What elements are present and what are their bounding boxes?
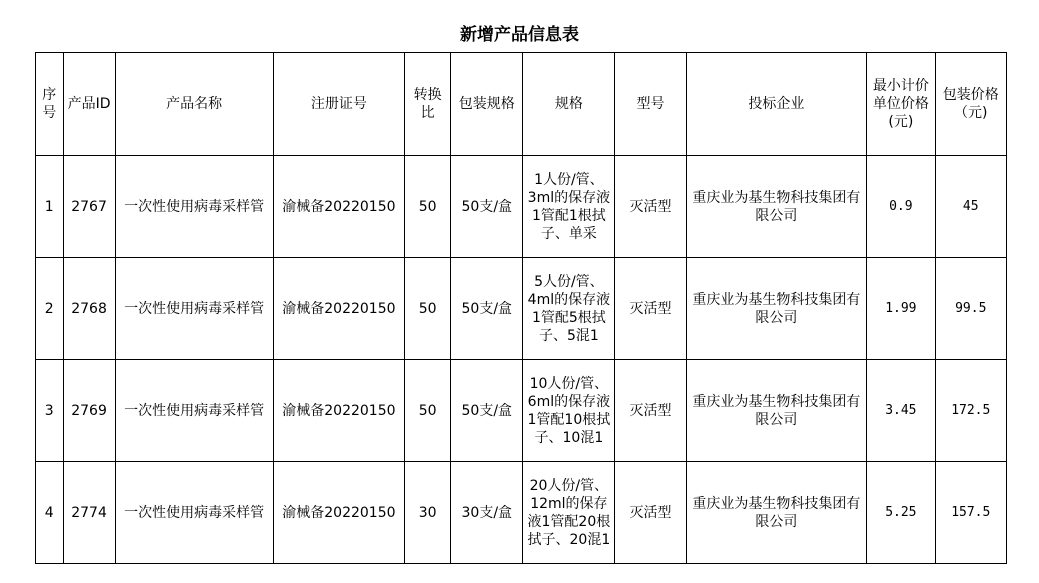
- cell-spec: 1人份/管、3ml的保存液1管配1根拭子、单采: [523, 156, 615, 258]
- cell-min-price: 1.99: [867, 258, 935, 360]
- cell-min-price: 3.45: [867, 360, 935, 462]
- cell-name: 一次性使用病毒采样管: [115, 258, 273, 360]
- header-reg: 注册证号: [273, 53, 405, 156]
- header-model: 型号: [615, 53, 686, 156]
- cell-reg: 渝械备20220150: [273, 258, 405, 360]
- cell-model: 灭活型: [615, 156, 686, 258]
- cell-pack: 30支/盒: [451, 462, 523, 564]
- table-row: [36, 258, 1007, 360]
- cell-company: 重庆业为基生物科技集团有限公司: [686, 462, 867, 564]
- header-min-price: 最小计价单位价格(元): [867, 53, 935, 156]
- cell-ratio: 50: [405, 360, 451, 462]
- cell-name: 一次性使用病毒采样管: [115, 360, 273, 462]
- product-table: [35, 52, 1007, 564]
- header-id: 产品ID: [63, 53, 115, 156]
- cell-model: 灭活型: [615, 360, 686, 462]
- cell-reg: 渝械备20220150: [273, 360, 405, 462]
- cell-pack: 50支/盒: [451, 156, 523, 258]
- cell-seq: 4: [36, 462, 64, 564]
- cell-model: 灭活型: [615, 258, 686, 360]
- header-row: [36, 53, 1007, 156]
- header-seq: 序号: [36, 53, 64, 156]
- cell-ratio: 50: [405, 258, 451, 360]
- cell-min-price: 5.25: [867, 462, 935, 564]
- cell-pack-price: 99.5: [935, 258, 1006, 360]
- page-title: 新增产品信息表: [460, 25, 579, 45]
- cell-min-price: 0.9: [867, 156, 935, 258]
- table-row: [36, 360, 1007, 462]
- cell-company: 重庆业为基生物科技集团有限公司: [686, 156, 867, 258]
- cell-spec: 20人份/管、12ml的保存液1管配20根拭子、20混1: [523, 462, 615, 564]
- cell-reg: 渝械备20220150: [273, 462, 405, 564]
- cell-id: 2769: [63, 360, 115, 462]
- cell-id: 2774: [63, 462, 115, 564]
- cell-id: 2768: [63, 258, 115, 360]
- cell-id: 2767: [63, 156, 115, 258]
- header-spec: 规格: [523, 53, 615, 156]
- header-ratio: 转换比: [405, 53, 451, 156]
- cell-ratio: 30: [405, 462, 451, 564]
- cell-reg: 渝械备20220150: [273, 156, 405, 258]
- cell-spec: 10人份/管、6ml的保存液1管配10根拭子、10混1: [523, 360, 615, 462]
- header-company: 投标企业: [686, 53, 867, 156]
- cell-company: 重庆业为基生物科技集团有限公司: [686, 360, 867, 462]
- cell-company: 重庆业为基生物科技集团有限公司: [686, 258, 867, 360]
- cell-pack-price: 45: [935, 156, 1006, 258]
- cell-pack-price: 172.5: [935, 360, 1006, 462]
- table-row: [36, 156, 1007, 258]
- table-row: [36, 462, 1007, 564]
- cell-pack: 50支/盒: [451, 360, 523, 462]
- cell-seq: 1: [36, 156, 64, 258]
- header-pack: 包装规格: [451, 53, 523, 156]
- cell-seq: 2: [36, 258, 64, 360]
- cell-seq: 3: [36, 360, 64, 462]
- header-pack-price: 包装价格（元): [935, 53, 1006, 156]
- cell-model: 灭活型: [615, 462, 686, 564]
- cell-pack: 50支/盒: [451, 258, 523, 360]
- cell-ratio: 50: [405, 156, 451, 258]
- cell-name: 一次性使用病毒采样管: [115, 462, 273, 564]
- cell-spec: 5人份/管、4ml的保存液1管配5根拭子、5混1: [523, 258, 615, 360]
- cell-pack-price: 157.5: [935, 462, 1006, 564]
- cell-name: 一次性使用病毒采样管: [115, 156, 273, 258]
- header-name: 产品名称: [115, 53, 273, 156]
